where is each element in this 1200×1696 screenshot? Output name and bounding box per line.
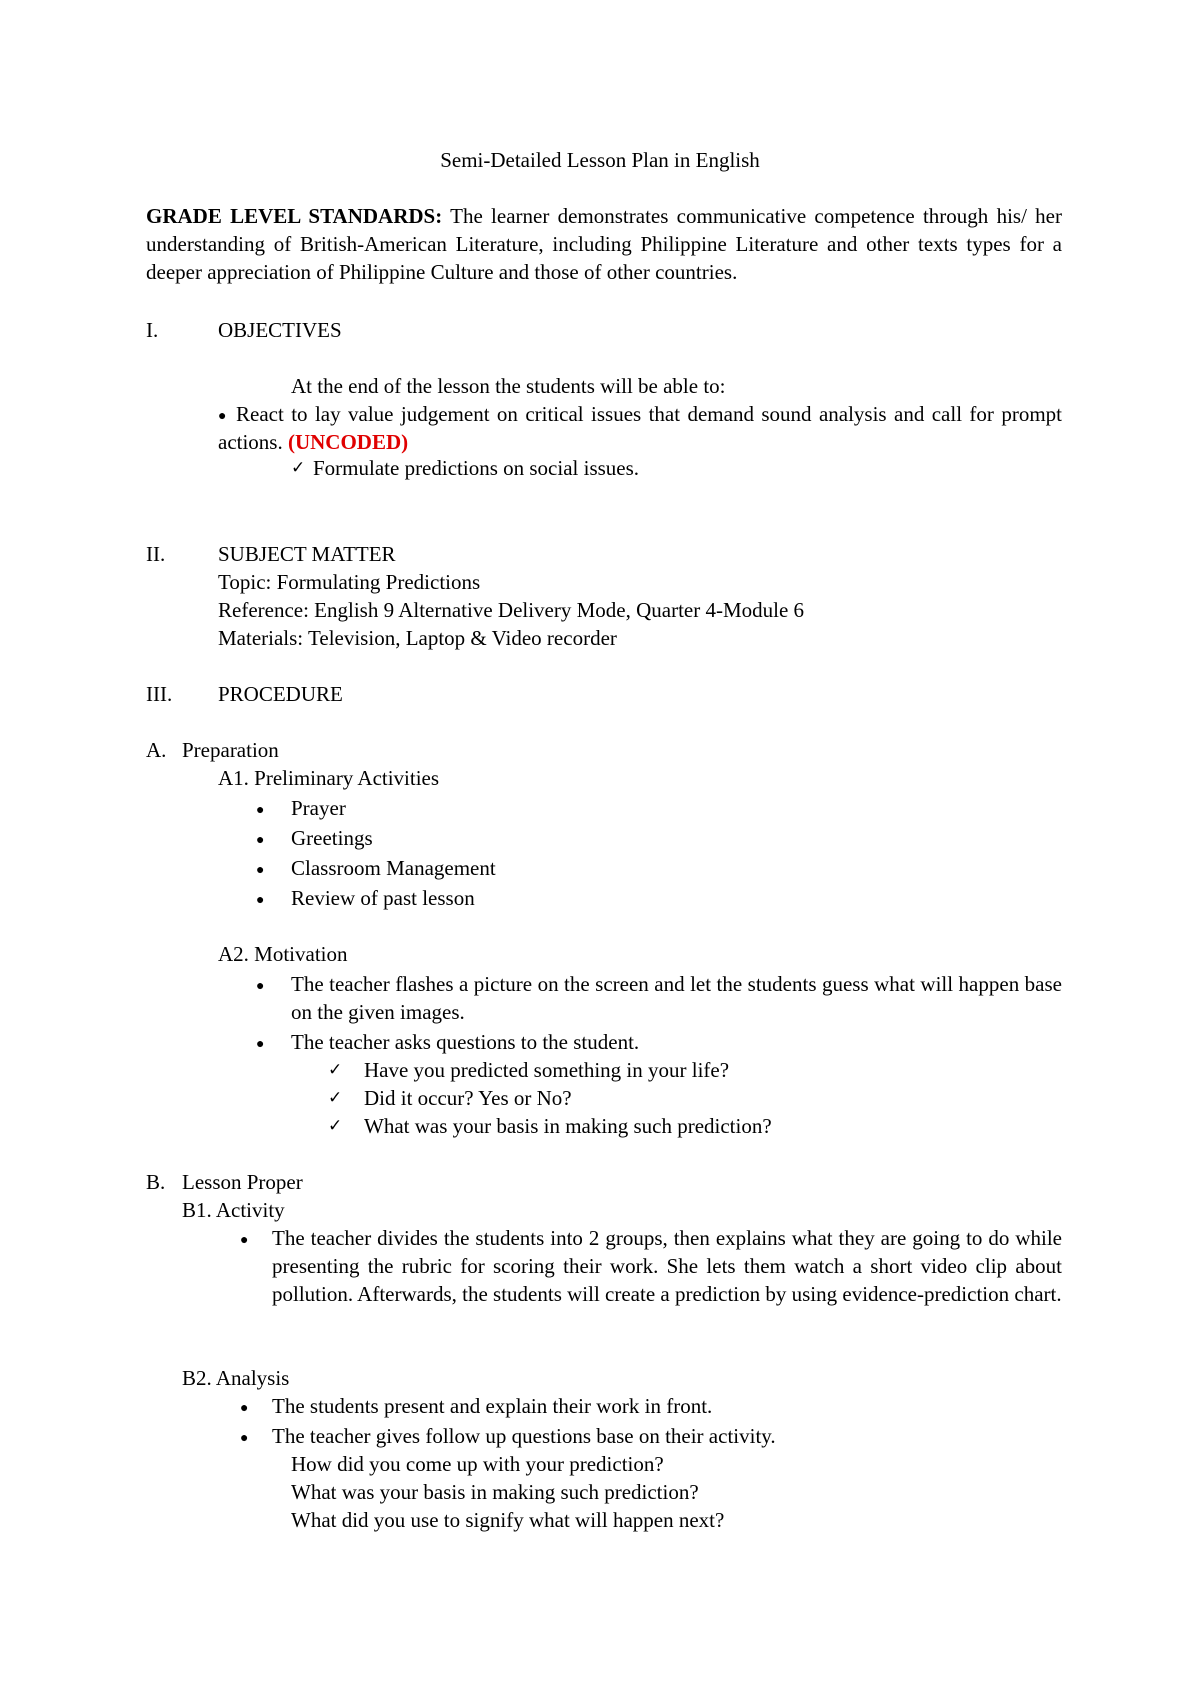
section-a-label: A. — [146, 738, 167, 762]
bullet-icon: ● — [256, 803, 265, 818]
b1-item: The teacher divides the students into 2 groups, then explains what they are going to do while presenting the rubric for scoring their work. She lets them watch a short video clip about pollution. Afterwards, the students will create a prediction by using evidence-prediction chart. — [272, 1226, 1062, 1306]
section-a-title: Preparation — [182, 738, 279, 762]
page-title: Semi-Detailed Lesson Plan in English — [440, 148, 760, 172]
b2-title: B2. Analysis — [182, 1366, 290, 1390]
bullet-icon: ● — [256, 863, 265, 878]
grade-level-standards — [146, 202, 1062, 286]
a2-question: Did it occur? Yes or No? — [364, 1086, 572, 1110]
a2-item-1: The teacher flashes a picture on the screen and let the students guess what will happen base on the given images. — [291, 972, 1062, 1024]
bullet-icon: ● — [256, 893, 265, 908]
b1-title: B1. Activity — [182, 1198, 285, 1222]
check-icon: ✓ — [328, 1116, 343, 1136]
objectives-intro: At the end of the lesson the students will be able to: — [291, 374, 726, 398]
a2-title: A2. Motivation — [218, 942, 348, 966]
a1-item: Review of past lesson — [291, 886, 475, 910]
b2-question: What was your basis in making such prediction? — [291, 1480, 699, 1504]
a2-item-2: The teacher asks questions to the student. — [291, 1030, 640, 1054]
bullet-icon: ● — [256, 979, 265, 994]
a1-item: Classroom Management — [291, 856, 496, 880]
section-b-title: Lesson Proper — [182, 1170, 303, 1194]
bullet-icon: ● — [240, 1401, 249, 1416]
a1-item: Greetings — [291, 826, 373, 850]
objective-item-1: React to lay value judgement on critical issues that demand sound analysis and call for prompt actions. (UNCODED) — [218, 402, 1062, 454]
b2-question: How did you come up with your prediction? — [291, 1452, 664, 1476]
procedure-heading: PROCEDURE — [218, 682, 343, 706]
check-icon: ✓ — [328, 1088, 343, 1108]
objectives-number: I. — [146, 318, 159, 342]
b2-item-2: The teacher gives follow up questions base on their activity. — [272, 1424, 776, 1448]
bullet-icon: ● — [240, 1233, 249, 1248]
standards-label: GRADE LEVEL STANDARDS: — [146, 204, 443, 228]
subject-materials: Materials: Television, Laptop & Video recorder — [218, 626, 617, 650]
b2-question: What did you use to signify what will happen next? — [291, 1508, 725, 1532]
objective-item-2: Formulate predictions on social issues. — [313, 456, 640, 480]
objectives-heading: OBJECTIVES — [218, 318, 342, 342]
procedure-number: III. — [146, 682, 173, 706]
bullet-icon: ● — [256, 1037, 265, 1052]
subject-heading: SUBJECT MATTER — [218, 542, 396, 566]
bullet-icon: ● — [218, 409, 227, 424]
b2-item-1: The students present and explain their work in front. — [272, 1394, 713, 1418]
section-b-label: B. — [146, 1170, 166, 1194]
subject-number: II. — [146, 542, 166, 566]
bullet-icon: ● — [240, 1431, 249, 1446]
bullet-icon: ● — [256, 833, 265, 848]
a2-question: What was your basis in making such prediction? — [364, 1114, 772, 1138]
standards-text: The learner demonstrates communicative competence through his/ her understanding of British-American Literature, including Philippine Literature and other texts types for a deeper appreciation of Philippine Culture and those of other countries. — [146, 204, 1062, 284]
subject-topic: Topic: Formulating Predictions — [218, 570, 481, 594]
uncoded-tag: (UNCODED) — [287, 430, 409, 454]
check-icon: ✓ — [291, 458, 306, 478]
a1-item: Prayer — [291, 796, 346, 820]
a1-title: A1. Preliminary Activities — [218, 766, 440, 790]
subject-reference: Reference: English 9 Alternative Delivery Mode, Quarter 4-Module 6 — [218, 598, 805, 622]
check-icon: ✓ — [328, 1060, 343, 1080]
a2-question: Have you predicted something in your life? — [364, 1058, 730, 1082]
